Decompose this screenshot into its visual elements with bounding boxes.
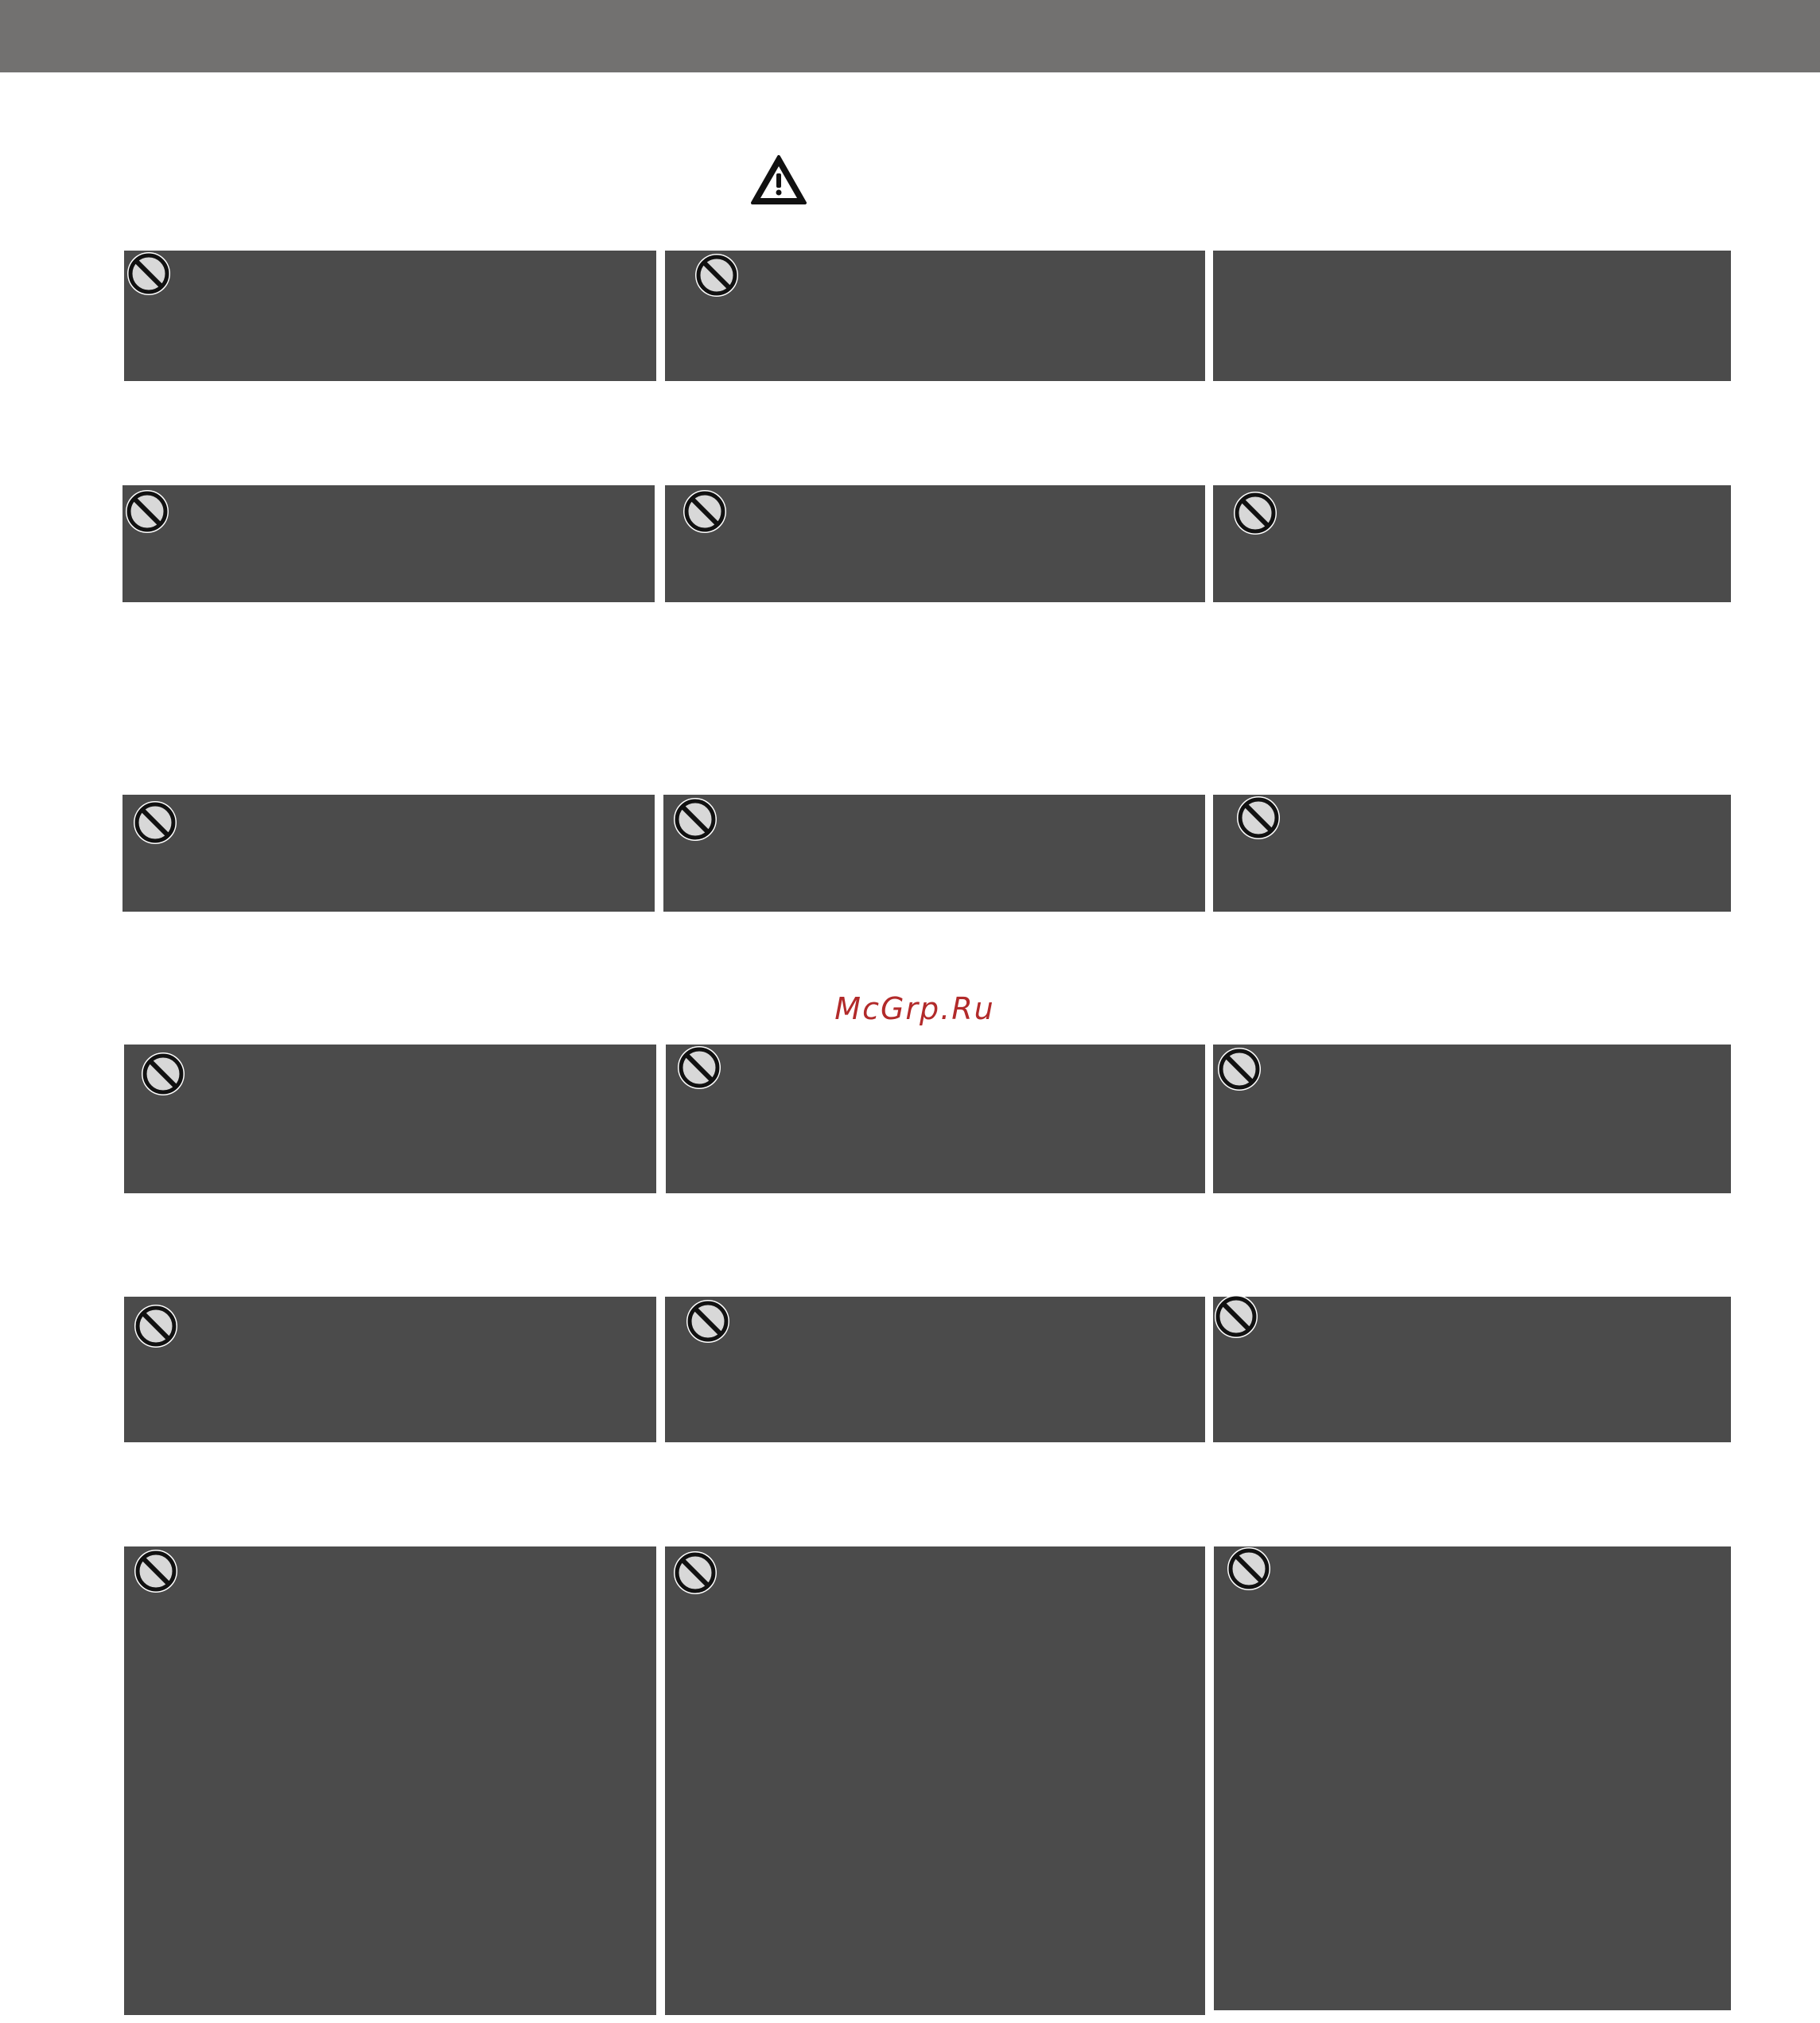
- prohibited-icon: [133, 1303, 179, 1349]
- prohibited-icon: [133, 1548, 179, 1594]
- prohibited-icon: [676, 1045, 722, 1091]
- notice-panel: [1213, 795, 1731, 912]
- notice-panel: [1213, 485, 1731, 602]
- prohibited-icon: [1235, 795, 1281, 841]
- prohibited-icon: [682, 488, 728, 535]
- prohibited-icon: [1226, 1546, 1272, 1592]
- prohibited-icon: [694, 252, 740, 298]
- notice-panel: [1213, 1297, 1731, 1442]
- notice-panel: [1214, 1546, 1731, 2010]
- notice-panel: [665, 1546, 1205, 2015]
- notice-panel: [665, 485, 1205, 602]
- prohibited-icon: [126, 251, 172, 297]
- notice-panel: [124, 251, 656, 381]
- notice-panel: [124, 1045, 656, 1193]
- prohibited-icon: [140, 1051, 186, 1097]
- notice-panel: [666, 1045, 1205, 1193]
- notice-panel: [122, 795, 655, 912]
- notice-panel: [122, 485, 655, 602]
- warning-triangle-icon: [750, 154, 807, 206]
- notice-panel: [1213, 1045, 1731, 1193]
- prohibited-icon: [132, 799, 178, 846]
- prohibited-icon: [1232, 490, 1278, 536]
- top-header-bar: [0, 0, 1820, 72]
- prohibited-icon: [672, 1550, 718, 1596]
- prohibited-icon: [672, 796, 718, 842]
- notice-panel: [663, 795, 1205, 912]
- notice-panel: [1213, 251, 1731, 381]
- prohibited-icon: [1213, 1294, 1259, 1340]
- notice-panel: [124, 1297, 656, 1442]
- prohibited-icon: [685, 1298, 731, 1344]
- prohibited-icon: [124, 488, 170, 535]
- prohibited-icon: [1216, 1046, 1262, 1092]
- watermark-text: McGrp.Ru: [834, 991, 995, 1026]
- notice-panel: [665, 1297, 1205, 1442]
- notice-panel: [665, 251, 1205, 381]
- notice-panel: [124, 1546, 656, 2015]
